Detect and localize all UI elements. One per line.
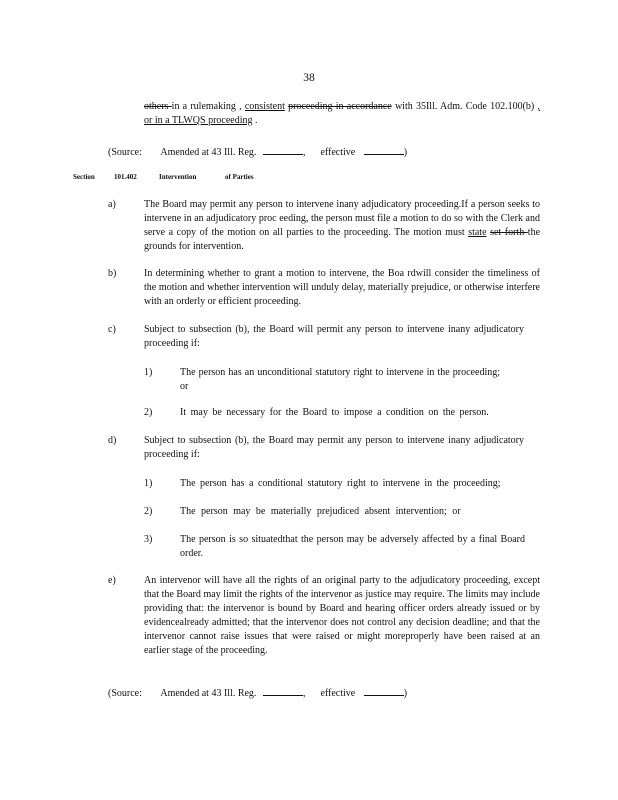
- intro-paragraph: [144, 100, 540, 128]
- subitem-label: 2): [144, 407, 153, 418]
- intro-part: , or in a TLWQS proceeding: [144, 101, 540, 126]
- page-number: 38: [303, 72, 315, 84]
- section-heading: [73, 172, 373, 182]
- section-label: Section: [73, 173, 95, 181]
- item-d-text: Subject to subsection (b), the Board may permit any person to intervene inany adjudicatory proceeding if:: [144, 435, 524, 460]
- item-a-part: set forth: [490, 227, 528, 238]
- source-prefix: (Source:: [108, 147, 142, 158]
- reg-blank: [263, 685, 303, 696]
- item-label: e): [108, 575, 116, 586]
- intro-part: in a rulemaking: [171, 101, 236, 112]
- source-suffix: ): [403, 147, 408, 158]
- item-b-text: In determining whether to grant a motion to intervene, the Boa rdwill consider the timeliness of the motion and whether intervention will unduly delay, materially prejudice, or otherwise interfere with an orderly or efficient proceeding.: [144, 268, 540, 307]
- item-label: a): [108, 199, 116, 210]
- item-a-part: the grounds for intervention.: [144, 227, 541, 252]
- item-e-text: An intervenor will have all the rights of an original party to the adjudicatory proceeding, except that the Board may limit the rights of the intervenor as justice may require. The limits may include providing that: the intervenor is bound by Board and hearing officer orders already issued or by evidencealready admitted; that the intervenor does not control any decision deadline; and that the intervenor cannot raise issues that were raised or might moreproperly have been raised at an earlier stage of the proceeding.: [144, 575, 540, 656]
- effective-blank: [364, 144, 404, 155]
- reg-blank: [263, 144, 303, 155]
- source-effective: effective: [320, 688, 356, 699]
- effective-blank: [364, 685, 404, 696]
- source-note: (Source: Amended at 43 Ill. Reg. , effective ): [108, 144, 528, 160]
- item-label: c): [108, 324, 116, 335]
- source-text: Amended at 43 Ill. Reg.: [160, 147, 257, 158]
- item-c-text: Subject to subsection (b), the Board will permit any person to intervene inany adjudicatory proceeding if:: [144, 324, 524, 349]
- intro-part: proceeding in accordance: [288, 101, 392, 112]
- intro-part: consistent: [244, 101, 285, 112]
- intro-part: .: [252, 115, 258, 126]
- section-number: 101.402: [114, 173, 137, 181]
- subitem-label: 1): [144, 478, 153, 489]
- item-a-text: [144, 198, 540, 254]
- subitem-label: 1): [144, 367, 153, 378]
- item-d2-text: The person may be materially prejudiced absent intervention; or: [180, 506, 461, 517]
- subitem-label: 2): [144, 506, 153, 517]
- source-effective: effective: [320, 147, 356, 158]
- intro-part: with 35Ill. Adm. Code 102.100(b): [391, 101, 538, 112]
- item-c1-text: The person has an unconditional statutory right to intervene in the proceeding; or: [180, 367, 500, 392]
- section-title-2: of Parties: [225, 173, 254, 181]
- source-text: Amended at 43 Ill. Reg.: [160, 688, 257, 699]
- item-label: d): [108, 435, 117, 446]
- item-a-part: state: [468, 227, 487, 238]
- item-d3-text: The person is so situatedthat the person may be adversely affected by a final Board order.: [180, 534, 525, 559]
- source-prefix: (Source:: [108, 688, 142, 699]
- subitem-label: 3): [144, 534, 153, 545]
- intro-part: ,: [235, 101, 245, 112]
- source-note: (Source: Amended at 43 Ill. Reg. , effective ): [108, 685, 528, 701]
- item-label: b): [108, 268, 117, 279]
- item-d1-text: The person has a conditional statutory right to intervene in the proceeding;: [180, 478, 501, 489]
- source-suffix: ): [403, 688, 408, 699]
- section-title: Intervention: [159, 173, 197, 181]
- item-c2-text: It may be necessary for the Board to impose a condition on the person.: [180, 407, 489, 418]
- item-a-part: The Board may permit any person to intervene inany adjudicatory proceeding.If a person seeks to intervene in an adjudicatory proc eeding, the person must file a motion to do so with the Clerk and serve a copy of the motion on all parties to the proceeding. The motion must: [144, 199, 540, 238]
- intro-part: others: [144, 101, 172, 112]
